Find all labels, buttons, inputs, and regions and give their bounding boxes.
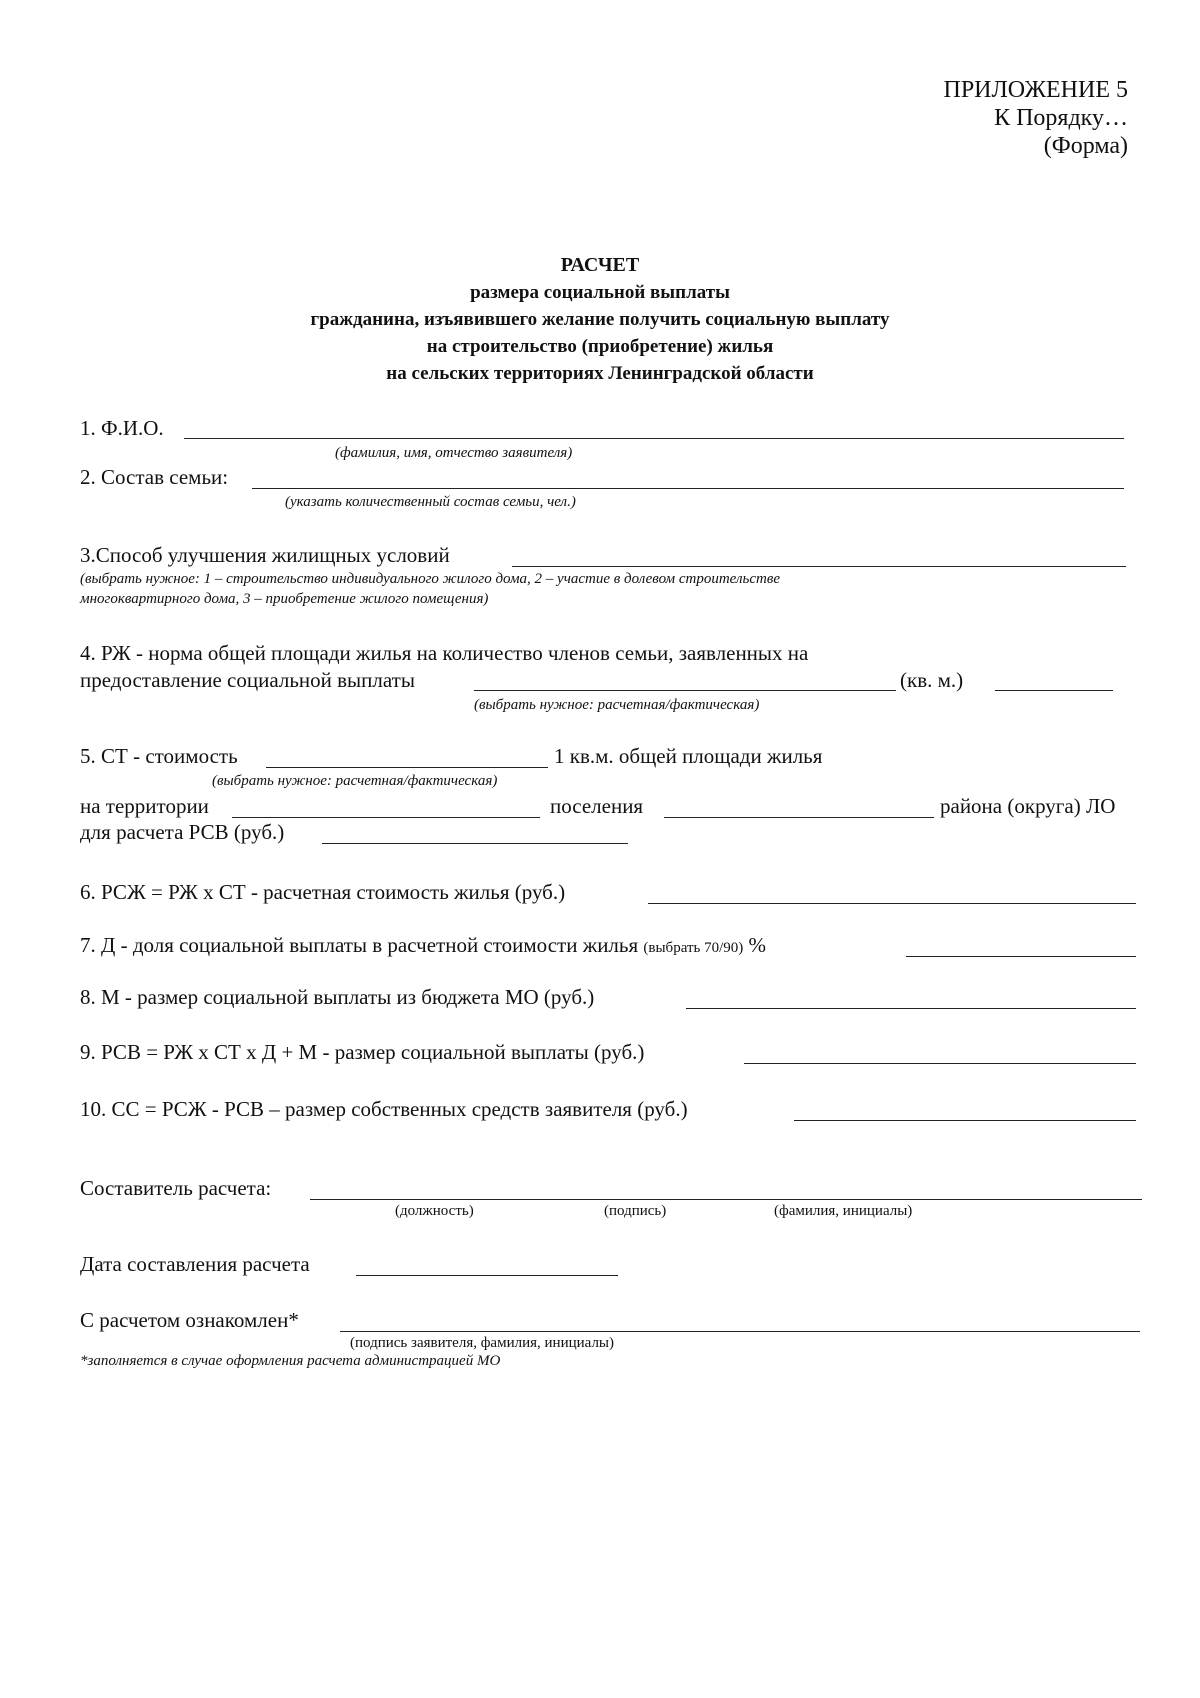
mo-budget-field[interactable]	[686, 1008, 1136, 1009]
improvement-method-field[interactable]	[512, 566, 1126, 567]
rsv-field[interactable]	[744, 1063, 1136, 1064]
item-4-line-2: предоставление социальной выплаты	[80, 668, 415, 692]
form-label: (Форма)	[1043, 133, 1128, 159]
family-composition-field[interactable]	[252, 488, 1124, 489]
item-5-rsv-label: для расчета РСВ (руб.)	[80, 820, 285, 844]
rszh-field[interactable]	[648, 903, 1136, 904]
item-5-territory-label: на территории	[80, 794, 209, 818]
item-7-label	[80, 933, 766, 960]
share-field[interactable]	[906, 956, 1136, 957]
item-9-label: 9. РСВ = РЖ х СТ х Д + М - размер социальной выплаты (руб.)	[80, 1040, 645, 1064]
territory-field[interactable]	[232, 817, 540, 818]
item-2-label: 2. Состав семьи:	[80, 465, 229, 489]
item-3-hint-line-1: (выбрать нужное: 1 – строительство индивидуального жилого дома, 2 – участие в долевом строительстве	[80, 571, 780, 587]
acquainted-label: С расчетом ознакомлен*	[80, 1308, 299, 1332]
title-line-2: гражданина, изъявившего желание получить социальную выплату	[310, 309, 890, 330]
cost-type-field[interactable]	[266, 767, 548, 768]
order-reference: К Порядку…	[994, 105, 1128, 131]
item-5-settlement-label: поселения	[550, 794, 644, 818]
header-block	[943, 76, 1128, 160]
footnote: *заполняется в случае оформления расчета администрацией МО	[80, 1353, 501, 1369]
title-main: РАСЧЕТ	[560, 254, 640, 276]
item-6-label: 6. РСЖ = РЖ х СТ - расчетная стоимость жилья (руб.)	[80, 880, 566, 904]
item-5-tail: 1 кв.м. общей площади жилья	[554, 744, 823, 768]
area-type-field[interactable]	[474, 690, 896, 691]
item-1-hint: (фамилия, имя, отчество заявителя)	[335, 445, 573, 461]
appendix-number: ПРИЛОЖЕНИЕ 5	[943, 77, 1128, 103]
settlement-field[interactable]	[664, 817, 934, 818]
item-5-label: 5. СТ - стоимость	[80, 744, 238, 768]
name-hint: (фамилия, инициалы)	[774, 1203, 913, 1219]
compiler-label: Составитель расчета:	[80, 1176, 272, 1200]
fio-field[interactable]	[184, 438, 1124, 439]
rsv-cost-field[interactable]	[322, 843, 628, 844]
date-label: Дата составления расчета	[80, 1252, 310, 1276]
signature-hint: (подпись)	[604, 1203, 667, 1219]
item-3-label: 3.Способ улучшения жилищных условий	[80, 543, 450, 567]
position-hint: (должность)	[395, 1203, 474, 1219]
item-4-hint: (выбрать нужное: расчетная/фактическая)	[474, 697, 760, 713]
item-8-label: 8. М - размер социальной выплаты из бюджета МО (руб.)	[80, 985, 595, 1009]
item-4-line-1: 4. РЖ - норма общей площади жилья на количество членов семьи, заявленных на	[80, 641, 809, 665]
item-5-district-label: района (округа) ЛО	[940, 794, 1116, 818]
item-7-text: 7. Д - доля социальной выплаты в расчетной стоимости жилья	[80, 933, 639, 957]
item-7-choice: (выбрать 70/90)	[643, 940, 744, 956]
item-3-hint-line-2: многоквартирного дома, 3 – приобретение жилого помещения)	[80, 591, 489, 607]
item-1-label: 1. Ф.И.О.	[80, 416, 164, 440]
date-field[interactable]	[356, 1275, 618, 1276]
item-5-hint: (выбрать нужное: расчетная/фактическая)	[212, 773, 498, 789]
title-line-1: размера социальной выплаты	[470, 282, 730, 303]
acquainted-field[interactable]	[340, 1331, 1140, 1332]
compiler-field[interactable]	[310, 1199, 1142, 1200]
item-7-percent: %	[748, 933, 767, 957]
area-value-field[interactable]	[995, 690, 1113, 691]
title-line-3: на строительство (приобретение) жилья	[426, 336, 774, 357]
document-title	[0, 252, 1200, 387]
own-funds-field[interactable]	[794, 1120, 1136, 1121]
item-2-hint: (указать количественный состав семьи, чел.)	[285, 494, 576, 510]
title-line-4: на сельских территориях Ленинградской области	[386, 363, 814, 384]
item-4-unit: (кв. м.)	[900, 668, 964, 692]
acquainted-hint: (подпись заявителя, фамилия, инициалы)	[350, 1335, 615, 1351]
item-10-label: 10. СС = РСЖ - РСВ – размер собственных средств заявителя (руб.)	[80, 1097, 688, 1121]
